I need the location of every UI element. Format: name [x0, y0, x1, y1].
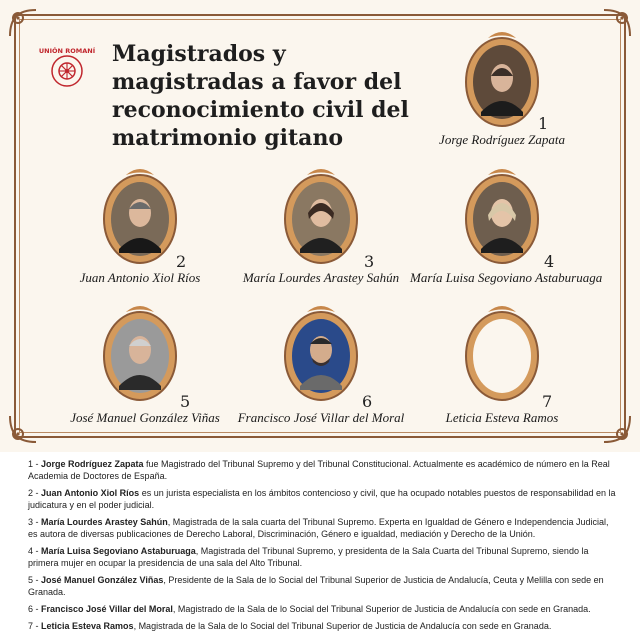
person-name-4: María Luisa Segoviano Astaburuaga — [410, 270, 603, 285]
page-title: Magistrados y magistradas a favor del reconocimiento civil del matrimonio gitano — [112, 41, 409, 151]
number-label-2: 2 — [176, 252, 187, 271]
footnote-5: 5 - José Manuel González Viñas, Presidente de la Sala de lo Social del Tribunal Superior de Justicia de Andalucía, Ceuta y Melilla con sede en Granada. — [28, 575, 604, 597]
number-label-6: 6 — [362, 392, 373, 411]
number-label-1: 1 — [538, 114, 549, 133]
person-name-3: María Lourdes Arastey Sahún — [242, 270, 400, 285]
portrait-frame-2 — [100, 163, 180, 267]
corner-ornament-icon — [6, 412, 40, 446]
portrait-frame-1 — [462, 26, 542, 130]
portrait-frame-7 — [462, 300, 542, 404]
number-label-4: 4 — [544, 252, 555, 271]
person-name-7: Leticia Esteva Ramos — [445, 410, 559, 425]
svg-text:UNIÓN ROMANÍ: UNIÓN ROMANÍ — [38, 47, 96, 55]
portrait-frame-3 — [281, 163, 361, 267]
number-label-3: 3 — [364, 252, 375, 271]
union-romani-logo — [38, 44, 96, 90]
footnote-2: 2 - Juan Antonio Xiol Ríos es un jurista especialista en los ámbitos contencioso y civil, que ha ocupado notables puestos de responsabilidad en la judicatura y en el poder judicial. — [28, 488, 616, 510]
corner-ornament-icon — [600, 412, 634, 446]
corner-ornament-icon — [600, 6, 634, 40]
person-name-6: Francisco José Villar del Moral — [237, 410, 405, 425]
footnote-7: 7 - Leticia Esteva Ramos, Magistrada de la Sala de lo Social del Tribunal Superior de Justicia de Andalucía con sede en Granada. — [28, 621, 552, 631]
person-name-5: José Manuel González Viñas — [70, 410, 220, 425]
number-label-5: 5 — [180, 392, 191, 411]
portrait-frame-5 — [100, 300, 180, 404]
footnote-1: 1 - Jorge Rodríguez Zapata fue Magistrado del Tribunal Supremo y del Tribunal Constitucional. Actualmente es académico de número en la Real Academia de Doctores de España. — [28, 459, 610, 481]
footnote-3: 3 - María Lourdes Arastey Sahún, Magistrada de la sala cuarta del Tribunal Supremo. Experta en Igualdad de Género e Independencia Judicial, es autora de diversas publicaciones de Derecho Laboral, Discriminación, Género e igualdad, mediación y Derecho de la Unión. — [28, 517, 609, 539]
footnotes — [28, 458, 618, 637]
footnote-6: 6 - Francisco José Villar del Moral, Magistrado de la Sala de lo Social del Tribunal Superior de Justicia de Andalucía con sede en Granada. — [28, 604, 591, 614]
number-label-7: 7 — [542, 392, 553, 411]
person-name-1: Jorge Rodríguez Zapata — [439, 132, 565, 147]
corner-ornament-icon — [6, 6, 40, 40]
portrait-frame-4 — [462, 163, 542, 267]
footnote-4: 4 - María Luisa Segoviano Astaburuaga, Magistrada del Tribunal Supremo, y presidenta de la Sala Cuarta del Tribunal Supremo, siendo la primera mujer en ocupar la presidencia de una sala del Alto Tribunal. — [28, 546, 589, 568]
person-name-2: Juan Antonio Xiol Ríos — [79, 270, 201, 285]
portrait-frame-6 — [281, 300, 361, 404]
